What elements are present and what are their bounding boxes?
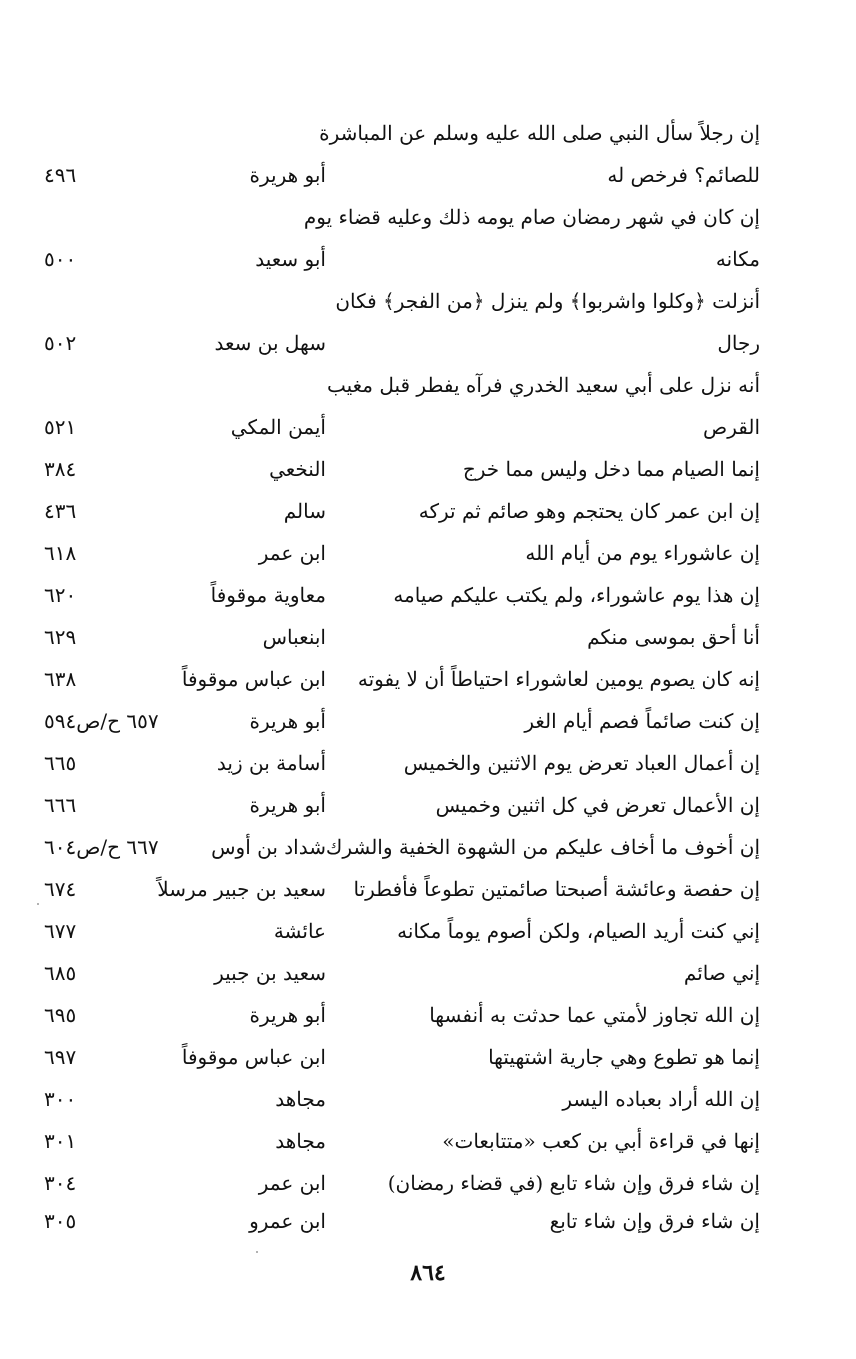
entry-ref: ٣٠٠ (44, 1087, 77, 1111)
entry-narrator: مجاهد (275, 1087, 326, 1111)
entry-narrator: أبو هريرة (249, 163, 326, 187)
entry-text: مكانه (715, 247, 760, 271)
entry-narrator: النخعي (269, 457, 326, 481)
entry-narrator: أيمن المكي (230, 415, 326, 439)
entry-narrator: عائشة (273, 919, 326, 943)
entry-ref: ٥٠٠ (44, 247, 77, 271)
entry-ref: ٦٢٩ (44, 625, 77, 649)
scan-speck (256, 1251, 258, 1253)
entry-narrator: أسامة بن زيد (216, 751, 326, 775)
entry-ref: ٦٢٠ (44, 583, 77, 607)
entry-ref: ٦١٨ (44, 541, 77, 565)
entry-narrator: ابن عمر (258, 541, 326, 565)
entry-text: أنا أحق بموسى منكم (587, 625, 760, 649)
entry-text: إنما هو تطوع وهي جارية اشتهيتها (488, 1045, 760, 1069)
entry-text: أنزلت ﴿وكلوا واشربوا﴾ ولم ينزل ﴿من الفجر﴾ فكان (335, 289, 760, 313)
entry-text: القرص (703, 415, 760, 439)
entry-narrator: أبو هريرة (249, 1003, 326, 1027)
scan-speck (37, 903, 39, 905)
entry-text: إن أعمال العباد تعرض يوم الاثنين والخميس (403, 751, 760, 775)
entry-ref: ٥٢١ (44, 415, 77, 439)
entry-narrator: أبو هريرة (249, 793, 326, 817)
entry-ref: ٥٠٢ (44, 331, 77, 355)
entry-text: إن الله تجاوز لأمتي عما حدثت به أنفسها (429, 1003, 760, 1027)
entry-ref: ٦٧٧ (44, 919, 77, 943)
entry-ref: ٣٨٤ (44, 457, 77, 481)
entry-narrator: أبو هريرة (249, 709, 326, 733)
entry-text: إن هذا يوم عاشوراء، ولم يكتب عليكم صيامه (393, 583, 760, 607)
entry-ref: ٦٩٧ (44, 1045, 77, 1069)
entry-text: إن أخوف ما أخاف عليكم من الشهوة الخفية والشرك (325, 835, 760, 859)
entry-text: إن ابن عمر كان يحتجم وهو صائم ثم تركه (418, 499, 760, 523)
entry-ref: ٦٨٥ (44, 961, 77, 985)
entry-narrator: ابن عباس موقوفاً (181, 667, 326, 691)
entry-ref: ٦٦٦ (44, 793, 77, 817)
entry-text: إني كنت أريد الصيام، ولكن أصوم يوماً مكانه (397, 919, 760, 943)
entry-ref: ٦٣٨ (44, 667, 77, 691)
entry-narrator: ابنعباس (262, 625, 326, 649)
entry-text: رجال (717, 331, 760, 355)
entry-ref: ٣٠٤ (44, 1171, 77, 1195)
entry-ref: ٤٩٦ (44, 163, 77, 187)
entry-narrator: ابن عباس موقوفاً (181, 1045, 326, 1069)
entry-narrator: شداد بن أوس (211, 835, 326, 859)
entry-text: إن شاء فرق وإن شاء تابع (549, 1209, 760, 1233)
entry-text: إن الأعمال تعرض في كل اثنين وخميس (435, 793, 760, 817)
page-number: ٨٦٤ (410, 1260, 446, 1286)
entry-text: إنه كان يصوم يومين لعاشوراء احتياطاً أن لا يفوته (357, 667, 760, 691)
entry-narrator: سعيد بن جبير (214, 961, 326, 985)
entry-ref: ٤٣٦ (44, 499, 77, 523)
entry-narrator: ابن عمرو (249, 1209, 326, 1233)
entry-narrator: أبو سعيد (255, 247, 326, 271)
entry-ref: ٦٧٤ (44, 877, 77, 901)
entry-ref: ٦٦٧ ح/ص٦٠٤ (44, 835, 159, 859)
entry-text: إن رجلاً سأل النبي صلى الله عليه وسلم عن المباشرة (319, 121, 760, 145)
entry-text: إن شاء فرق وإن شاء تابع (في قضاء رمضان) (387, 1171, 760, 1195)
entry-ref: ٦٥٧ ح/ص٥٩٤ (44, 709, 159, 733)
entry-ref: ٦٩٥ (44, 1003, 77, 1027)
entry-narrator: مجاهد (275, 1129, 326, 1153)
entry-narrator: معاوية موقوفاً (210, 583, 326, 607)
entry-text: إن كان في شهر رمضان صام يومه ذلك وعليه قضاء يوم (303, 205, 760, 229)
entry-text: للصائم؟ فرخص له (607, 163, 760, 187)
entry-text: أنه نزل على أبي سعيد الخدري فرآه يفطر قبل مغيب (326, 373, 760, 397)
entry-narrator: سالم (283, 499, 326, 523)
entry-text: إنما الصيام مما دخل وليس مما خرج (462, 457, 760, 481)
entry-text: إن حفصة وعائشة أصبحتا صائمتين تطوعاً فأفطرتا (353, 877, 760, 901)
entry-ref: ٦٦٥ (44, 751, 77, 775)
entry-text: إنها في قراءة أبي بن كعب «متتابعات» (442, 1129, 760, 1153)
entry-ref: ٣٠٥ (44, 1209, 77, 1233)
entry-text: إن كنت صائماً فصم أيام الغر (524, 709, 760, 733)
entry-ref: ٣٠١ (44, 1129, 77, 1153)
entry-text: إني صائم (683, 961, 760, 985)
entry-narrator: سهل بن سعد (214, 331, 326, 355)
entry-narrator: سعيد بن جبير مرسلاً (157, 877, 326, 901)
entry-text: إن الله أراد بعباده اليسر (562, 1087, 760, 1111)
entry-text: إن عاشوراء يوم من أيام الله (525, 541, 760, 565)
entry-narrator: ابن عمر (258, 1171, 326, 1195)
